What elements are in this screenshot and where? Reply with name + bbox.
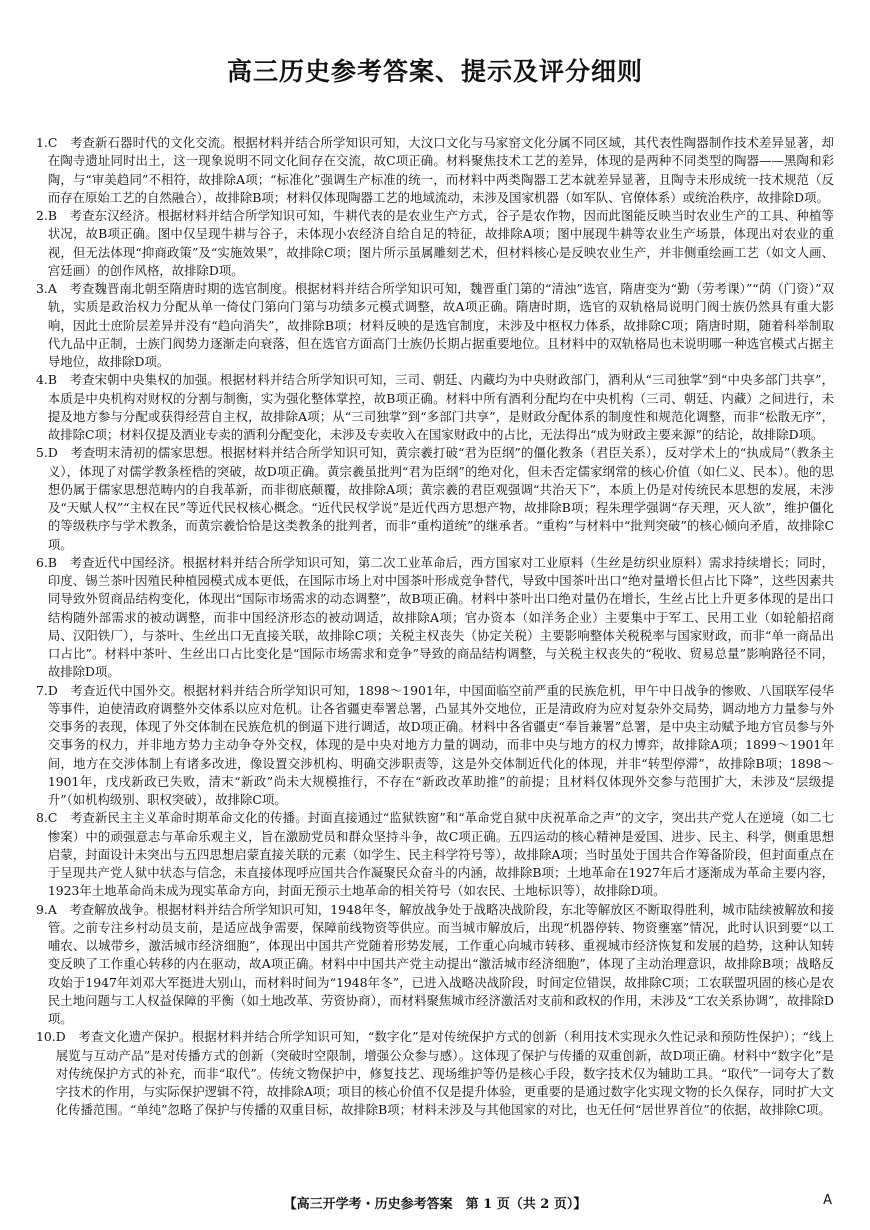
answer-item bbox=[36, 1028, 834, 1119]
answer-item bbox=[36, 682, 834, 810]
answer-item bbox=[36, 134, 834, 207]
answer-text: B 考查近代中国经济。根据材料并结合所学知识可知，第二次工业革命后，西方国家对工业原料（生丝是纺织业原料）需求持续增长；同时，印度、锡兰茶叶因殖民种植园模式成本更低，在国际市场上对中国茶叶形成竞争替代，导致中国茶叶出口“绝对量增长但占比下降”，这些因素共同导致外贸商品结构变化，体现出“国际市场需求的动态调整”，故B项正确。材料中茶叶出口绝对量仍在增长，生丝占比上升更多体现的是出口结构随外部需求的被动调整，而非中国经济形态的被动调适，故排除A项；官办资本（如洋务企业）主要集中于军工、民用工业（如轮船招商局、汉阳铁厂），与茶叶、生丝出口无直接关联，故排除C项；关税主权丧失（协定关税）主要影响整体关税税率与国家财政，而非“单一商品出口占比”。材料中茶叶、生丝出口占比变化是“国际市场需求和竞争”导致的商品结构调整，与关税主权丧失的“税收、贸易总量”影响路径不同，故排除D项。 bbox=[47, 554, 834, 680]
answer-number: 4. bbox=[36, 372, 48, 388]
footer-page-info: 【高三开学考・历史参考答案 第 1 页（共 2 页）】 bbox=[283, 1197, 587, 1212]
answer-item bbox=[36, 371, 834, 444]
answer-number: 5. bbox=[36, 445, 48, 461]
answer-text: C 考查新石器时代的文化交流。根据材料并结合所学知识可知，大汶口文化与马家窑文化分属不同区域，其代表性陶器制作技术差异显著，却在陶寺遗址同时出土，这一现象说明不同文化间存在交流，故C项正确。材料聚焦技术工艺的差异，体现的是两种不同类型的陶器——黑陶和彩陶，与“审美趋同”不相符，故排除A项；“标准化”强调生产标准的统一，而材料中两类陶器工艺本就差异显著，且陶寺未形成统一技术规范（反而存在原始工艺的自然融合），故排除B项；材料仅体现陶器工艺的地域流动，未涉及国家机器（如军队、官僚体系）或统治秩序，故排除D项。 bbox=[47, 135, 834, 205]
answer-number: 1. bbox=[36, 135, 48, 150]
answer-text: C 考查新民主主义革命时期革命文化的传播。封面直接通过“监狱铁窗”和“革命党自狱中庆祝革命之声”的文字，突出共产党人在逆境（如二七惨案）中的顽强意志与革命乐观主义，旨在激励党员和群众坚持斗争，故C项正确。五四运动的核心精神是爱国、进步、民主、科学，侧重思想启蒙，封面设计未突出与五四思想启蒙直接关联的元素（如学生、民主科学符号等），故排除A项；当时虽处于国共合作筹备阶段，但封面重点在于呈现共产党人狱中状态与信念，未直接体现呼应国共合作凝聚民众奋斗的内涵，故排除B项；土地革命在1927年后才逐渐成为革命主要内容，1923年土地革命尚未成为现实革命方向，封面无预示土地革命的相关符号（如农民、土地标识等），故排除D项。 bbox=[47, 810, 834, 899]
page-title: 高三历史参考答案、提示及评分细则 bbox=[226, 57, 643, 86]
answer-item bbox=[36, 280, 834, 371]
answer-list bbox=[36, 134, 834, 1120]
answer-number: 2. bbox=[36, 208, 48, 223]
page-footer bbox=[0, 1193, 870, 1213]
footer-version-letter: A bbox=[823, 1193, 832, 1208]
answer-text: D 考查近代中国外交。根据材料并结合所学知识可知，1898～1901年，中国面临空前严重的民族危机，甲午中日战争的惨败、八国联军侵华等事件，迫使清政府调整外交体系以应对危机。让各省疆吏奉署总署，凸显其外交地位，正是清政府为应对复杂外交局势，调动地方力量参与外交事务的表现，体现了外交体制在民族危机的倒逼下进行调适，故D项正确。材料中各省疆吏“奉旨兼署”总署，是中央主动赋予地方官员参与外交事务的权力，并非地方势力主动争夺外交权，体现的是中央对地方力量的调动，而非中央与地方的权力博弈，故排除A项；1899～1901年间，地方在交涉体制上有诸多改进，像设置交涉机构、明确交涉职责等，这是外交体制近代化的体现，并非“转型停滞”，故排除B项；1898～1901年，戊戌新政已失败，清末“新政”尚未大规模推行，不存在“新政改革助推”的前提；且材料仅体现外交参与范围扩大，未涉及“层级提升”（如机构级别、职权突破），故排除C项。 bbox=[47, 682, 834, 807]
answer-number: 6. bbox=[36, 554, 48, 570]
answer-text: A 考查解放战争。根据材料并结合所学知识可知，1948年冬，解放战争处于战略决战阶段，东北等解放区不断取得胜利，城市陆续被解放和接管。之前专注乡村动员支前，是适应战争需要，保障前线物资等供应。而当城市解放后，出现“机器停转、物资壅塞”情况，此时认识到要“以工哺农、以城带乡，激活城市经济细胞”，体现出中国共产党随着形势发展，工作重心向城市转移、重视城市经济恢复和发展的趋势，这种认知转变反映了工作重心转移的内在驱动，故A项正确。材料中中国共产党主动提出“激活城市经济细胞”，体现了主动治理意识，故排除B项；战略反攻始于1947年刘邓大军挺进大别山，而材料时间为“1948年冬”，已进入战略决战阶段，时间定位错误，故排除C项；工农联盟巩固的核心是农民土地问题与工人权益保障的平衡（如土地改革、劳资协商），而材料聚焦城市经济激活对支前和政权的作用，未涉及“工农关系协调”，故排除D项。 bbox=[47, 901, 834, 1026]
answer-number: 7. bbox=[36, 682, 48, 698]
answer-item bbox=[36, 901, 834, 1029]
answer-number: 3. bbox=[36, 281, 48, 296]
answer-text: A 考查魏晋南北朝至隋唐时期的选官制度。根据材料并结合所学知识可知，魏晋重门第的“清浊”选官，隋唐变为“勤（劳考课）”“荫（门资）”双轨，实质是政治权力分配从单一倚仗门第向门第与功绩多元模式调整，故A项正确。隋唐时期，选官的双轨格局说明门阀士族仍然具有重大影响，因此士庶阶层差异并没有“趋向消失”，故排除B项；材料反映的是选官制度，未涉及中枢权力体系，故排除C项；隋唐时期，随着科举制取代九品中正制，士族门阀势力逐渐走向衰落，但在选官方面高门士族仍长期占据重要地位。且材料中的双轨格局也未说明哪一种选官模式占据主导地位，故排除D项。 bbox=[47, 281, 834, 369]
answer-text: B 考查宋朝中央集权的加强。根据材料并结合所学知识可知，三司、朝廷、内藏均为中央财政部门，酒利从“三司独掌”到“中央多部门共享”，本质是中央机构对财权的分割与制衡，实为强化整体掌控，故B项正确。材料中所有酒利分配均在中央机构（三司、朝廷、内藏）之间进行，未提及地方参与分配或获得经营自主权，故排除A项；从“三司独掌”到“多部门共享”，是财政分配体系的制度性和规范化调整，而非“松散无序”，故排除C项；材料仅提及酒业专卖的酒利分配变化，未涉及专卖收入在国家财政中的占比，无法得出“成为财政主要来源”的结论，故排除D项。 bbox=[47, 372, 834, 442]
answer-number: 9. bbox=[36, 901, 48, 917]
answer-number: 8. bbox=[36, 810, 48, 826]
answer-text: D 考查文化遗产保护。根据材料并结合所学知识可知，“数字化”是对传统保护方式的创新（利用技术实现永久性记录和预防性保护）；“线上展览与互动产品”是对传播方式的创新（突破时空限制，增强公众参与感）。这体现了保护与传播的双重创新，故D项正确。材料中“数字化”是对传统保护方式的补充，而非“取代”。传统文物保护中，修复技艺、现场维护等仍是核心手段，数字技术仅为辅助工具。“取代”一词夸大了数字技术的作用，与实际保护逻辑不符，故排除A项；项目的核心价值不仅是提升体验，更重要的是通过数字化实现文物的长久保存，同时扩大文化传播范围。“单纯”忽略了保护与传播的双重目标，故排除B项；材料未涉及与其他国家的对比，也无任何“居世界首位”的依据，故排除C项。 bbox=[55, 1029, 834, 1118]
answer-item bbox=[36, 444, 834, 554]
answer-text: D 考查明末清初的儒家思想。根据材料并结合所学知识可知，黄宗羲打破“君为臣纲”的僵化教条（君臣关系），反对学术上的“执成局”（教条主义），体现了对儒学教条桎梏的突破，故D项正确。黄宗羲虽批判“君为臣纲”的绝对化，但未否定儒家纲常的核心价值（如仁义、民本）。他的思想仍属于儒家思想范畴内的自我革新，而非彻底颠覆，故排除A项；黄宗羲的君臣观强调“共治天下”，本质上仍是对传统民本思想的发展，未涉及“天赋人权”“主权在民”等近代民权核心概念。“近代民权学说”是近代西方思想产物，故排除B项；程朱理学强调“存天理，灭人欲”，维护僵化的等级秩序与学术教条，而黄宗羲恰恰是这类教条的批判者，而非“重构道统”的继承者。“重构”与材料中“批判突破”的核心倾向矛盾，故排除C项。 bbox=[47, 445, 834, 552]
answer-item bbox=[36, 207, 834, 280]
answer-number: 10. bbox=[36, 1029, 56, 1045]
answer-text: B 考查东汉经济。根据材料并结合所学知识可知，牛耕代表的是农业生产方式，谷子是农作物，因而此图能反映当时农业生产的工具、种植等状况，故B项正确。图中仅呈现牛耕与谷子，未体现小农经济自给自足的特征，故排除A项；图中展现牛耕等农业生产场景，体现出对农业的重视，但无法体现“抑商政策”及“实施效果”，故排除C项；图片所示虽属雕刻艺术，但材料核心是反映农业生产，并非侧重绘画工艺（如文人画、宫廷画）的创作风格，故排除D项。 bbox=[47, 208, 834, 278]
answer-item bbox=[36, 554, 834, 682]
answer-item bbox=[36, 809, 834, 900]
